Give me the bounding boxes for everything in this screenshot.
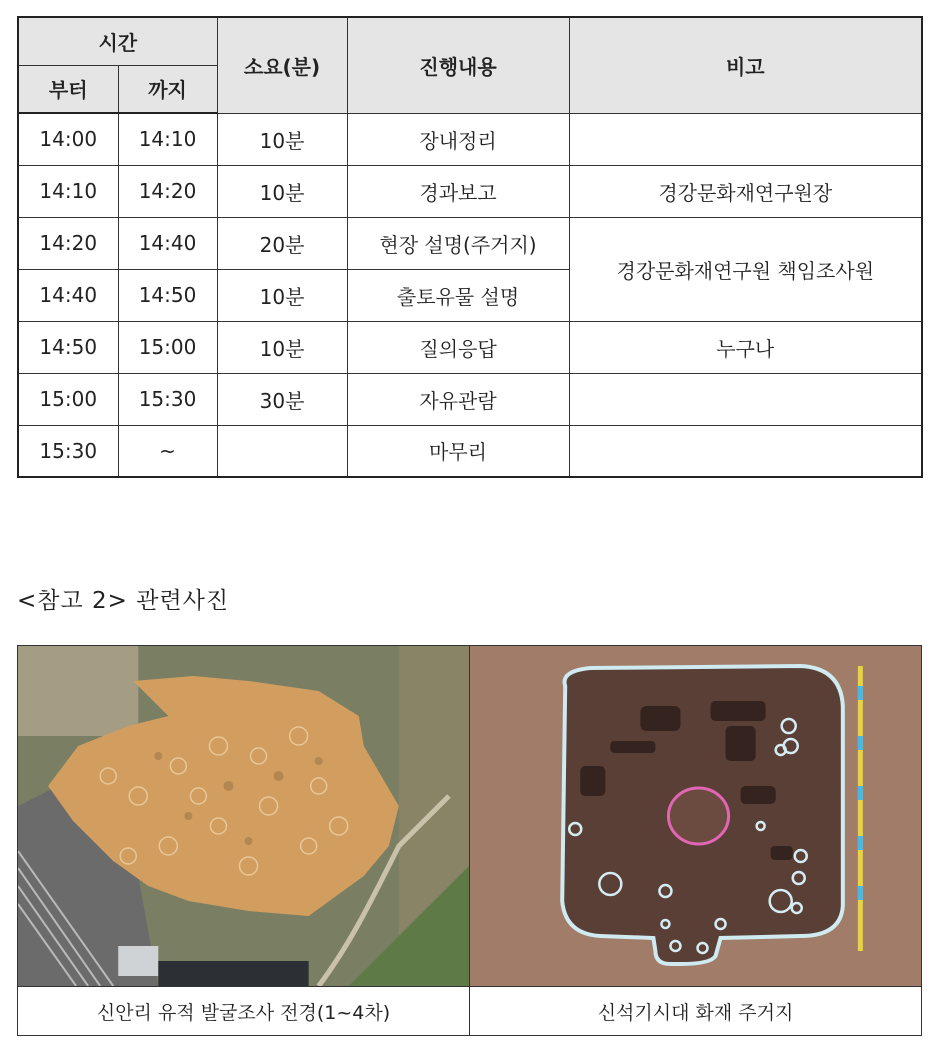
cell-duration: 30분 xyxy=(217,373,347,425)
header-remarks: 비고 xyxy=(569,17,922,113)
cell-remarks xyxy=(569,113,922,165)
cell-to: 14:10 xyxy=(118,113,217,165)
cell-to: 14:40 xyxy=(118,217,217,269)
cell-remarks: 누구나 xyxy=(569,321,922,373)
cell-remarks xyxy=(569,425,922,477)
cell-remarks xyxy=(569,373,922,425)
cell-from: 14:40 xyxy=(18,269,118,321)
photo-cell-site xyxy=(18,646,470,987)
reference-title: <참고 2> 관련사진 xyxy=(17,588,230,614)
cell-content: 마무리 xyxy=(347,425,569,477)
header-to: 까지 xyxy=(118,65,217,113)
cell-content: 질의응답 xyxy=(347,321,569,373)
cell-from: 14:50 xyxy=(18,321,118,373)
header-from: 부터 xyxy=(18,65,118,113)
burnt-dwelling-photo xyxy=(470,646,921,986)
photo-caption: 신안리 유적 발굴조사 전경(1~4차) xyxy=(18,987,470,1036)
photo-cell-dwelling xyxy=(470,646,922,987)
cell-content: 장내정리 xyxy=(347,113,569,165)
cell-duration xyxy=(217,425,347,477)
table-row xyxy=(18,321,922,373)
cell-from: 14:00 xyxy=(18,113,118,165)
table-row xyxy=(18,425,922,477)
cell-duration: 10분 xyxy=(217,165,347,217)
cell-duration: 20분 xyxy=(217,217,347,269)
cell-from: 15:30 xyxy=(18,425,118,477)
cell-to: ~ xyxy=(118,425,217,477)
table-row xyxy=(18,217,922,269)
cell-remarks: 경강문화재연구원 책임조사원 xyxy=(569,217,922,321)
cell-from: 15:00 xyxy=(18,373,118,425)
table-row xyxy=(18,113,922,165)
photo-table xyxy=(17,645,922,1036)
cell-from: 14:20 xyxy=(18,217,118,269)
header-content: 진행내용 xyxy=(347,17,569,113)
header-time: 시간 xyxy=(18,17,217,65)
cell-to: 14:20 xyxy=(118,165,217,217)
cell-content: 경과보고 xyxy=(347,165,569,217)
cell-to: 15:00 xyxy=(118,321,217,373)
cell-content: 현장 설명(주거지) xyxy=(347,217,569,269)
schedule-table xyxy=(17,16,923,478)
cell-to: 15:30 xyxy=(118,373,217,425)
cell-remarks: 경강문화재연구원장 xyxy=(569,165,922,217)
cell-content: 자유관람 xyxy=(347,373,569,425)
cell-duration: 10분 xyxy=(217,113,347,165)
photo-caption: 신석기시대 화재 주거지 xyxy=(470,987,922,1036)
header-duration: 소요(분) xyxy=(217,17,347,113)
table-row xyxy=(18,165,922,217)
cell-content: 출토유물 설명 xyxy=(347,269,569,321)
cell-from: 14:10 xyxy=(18,165,118,217)
cell-duration: 10분 xyxy=(217,321,347,373)
table-row xyxy=(18,373,922,425)
excavation-site-aerial-photo xyxy=(18,646,469,986)
cell-to: 14:50 xyxy=(118,269,217,321)
cell-duration: 10분 xyxy=(217,269,347,321)
